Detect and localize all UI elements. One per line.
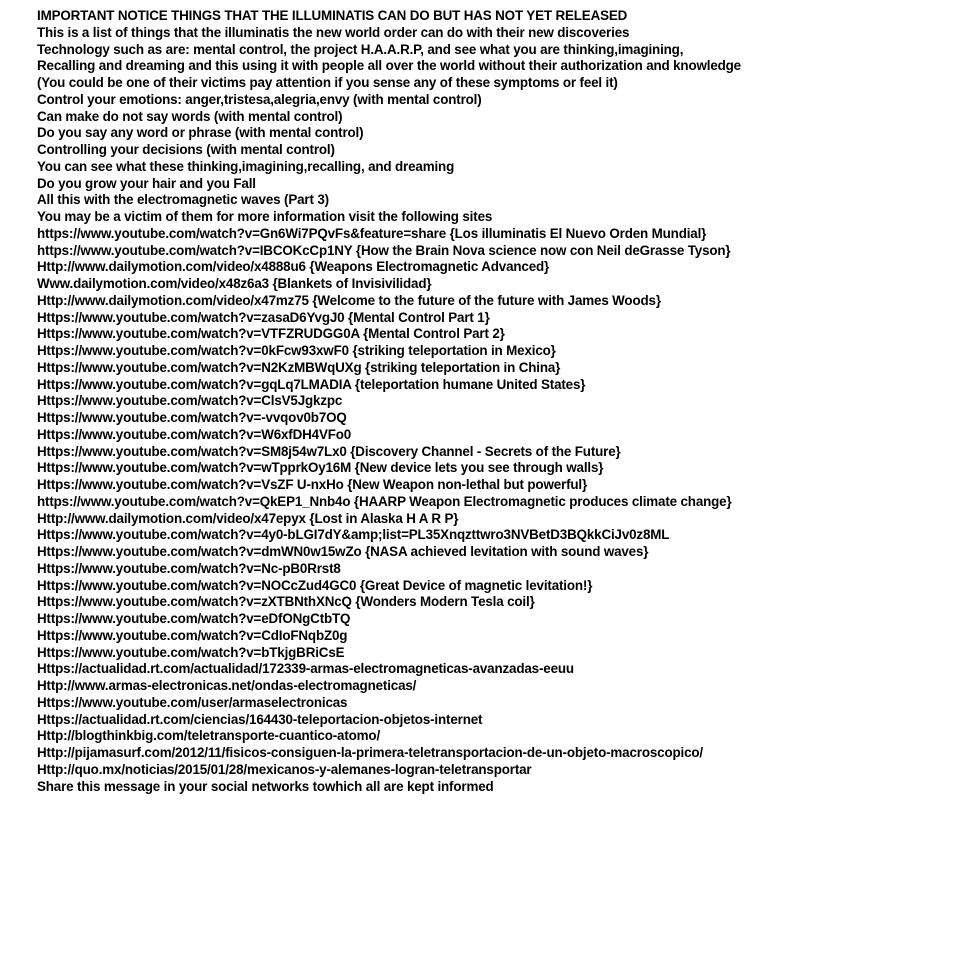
link-line: Https://www.youtube.com/watch?v=dmWN0w15wZo {NASA achieved levitation with sound waves} (37, 544, 649, 559)
text-line: Can make do not say words (with mental control) (37, 108, 343, 124)
link-line: Http://blogthinkbig.com/teletransporte-cuantico-atomo/ (37, 728, 381, 744)
text-line: You may be a victim of them for more information visit the following sites (37, 209, 493, 224)
link-line: Https://actualidad.rt.com/actualidad/172339-armas-electromagneticas-avanzadas-eeuu (37, 661, 574, 677)
link-line: Http://pijamasurf.com/2012/11/fisicos-consiguen-la-primera-teletransportacion-de-un-objeto-macroscopico/ (37, 745, 703, 760)
link-line: Http://www.armas-electronicas.net/ondas-electromagneticas/ (37, 678, 417, 693)
link-line: Https://www.youtube.com/watch?v=VsZF U-nxHo {New Weapon non-lethal but powerful} (37, 477, 588, 492)
link-line: Www.dailymotion.com/video/x48z6a3 {Blankets of Invisivilidad} (37, 276, 432, 291)
link-line: Http://www.dailymotion.com/video/x47mz75 {Welcome to the future of the future with James Woods} (37, 292, 661, 308)
link-line: Https://www.youtube.com/watch?v=bTkjgBRiCsE (37, 644, 345, 660)
text-line: Controlling your decisions (with mental control) (37, 142, 335, 157)
link-line: Https://www.youtube.com/watch?v=W6xfDH4VFo0 (37, 426, 352, 442)
link-line: Http://www.dailymotion.com/video/x4888u6 {Weapons Electromagnetic Advanced} (37, 259, 550, 275)
link-line: Http://quo.mx/noticias/2015/01/28/mexicanos-y-alemanes-logran-teletransportar (37, 761, 532, 777)
text-line: Technology such as are: mental control, the project H.A.A.R.P, and see what you are thinking,imagining, (37, 41, 684, 57)
text-line: (You could be one of their victims pay attention if you sense any of these symptoms or feel it) (37, 75, 618, 90)
text-line: Do you grow your hair and you Fall (37, 175, 256, 191)
link-line: Https://www.youtube.com/watch?v=eDfONgCtbTQ (37, 611, 351, 626)
link-line: Https://www.youtube.com/watch?v=wTpprkOy16M {New device lets you see through walls} (37, 460, 604, 476)
closing-line: Share this message in your social networks towhich all are kept informed (37, 778, 494, 794)
link-line: Https://www.youtube.com/watch?v=gqLq7LMADIA {teleportation humane United States} (37, 376, 586, 392)
text-line: Control your emotions: anger,tristesa,alegria,envy (with mental control) (37, 91, 482, 107)
notice-document (37, 8, 947, 795)
notice-title: IMPORTANT NOTICE THINGS THAT THE ILLUMINATIS CAN DO BUT HAS NOT YET RELEASED (37, 8, 628, 23)
link-line: Https://actualidad.rt.com/ciencias/164430-teleportacion-objetos-internet (37, 711, 483, 727)
link-line: Https://www.youtube.com/watch?v=VTFZRUDGG0A {Mental Control Part 2} (37, 326, 505, 342)
link-line: Http://www.dailymotion.com/video/x47epyx {Lost in Alaska H A R P} (37, 510, 459, 526)
link-line: Https://www.youtube.com/watch?v=zasaD6YvgJ0 {Mental Control Part 1} (37, 309, 490, 325)
text-line: This is a list of things that the illuminatis the new world order can do with their new discoveries (37, 24, 630, 40)
link-line: Https://www.youtube.com/watch?v=N2KzMBWqUXg {striking teleportation in China} (37, 359, 561, 375)
text-line: You can see what these thinking,imagining,recalling, and dreaming (37, 158, 455, 174)
text-line: Do you say any word or phrase (with mental control) (37, 125, 364, 141)
text-line: All this with the electromagnetic waves (Part 3) (37, 192, 329, 208)
link-line: Https://www.youtube.com/watch?v=NOCcZud4GC0 {Great Device of magnetic levitation!} (37, 577, 593, 593)
link-line: Https://www.youtube.com/watch?v=4y0-bLGI7dY&amp;list=PL35Xnqzttwro3NVBetD3BQkkCiJv0z8ML (37, 527, 670, 543)
link-line: Https://www.youtube.com/watch?v=Nc-pB0Rrst8 (37, 560, 341, 576)
link-line: Https://www.youtube.com/watch?v=CdIoFNqbZ0g (37, 627, 348, 643)
link-line: https://www.youtube.com/watch?v=IBCOKcCp1NY {How the Brain Nova science now con Neil deGrasse Tyson} (37, 242, 731, 258)
link-line: Https://www.youtube.com/watch?v=ClsV5Jgkzpc (37, 393, 343, 409)
link-line: https://www.youtube.com/watch?v=QkEP1_Nnb4o {HAARP Weapon Electromagnetic produces climate change} (37, 493, 732, 509)
link-line: Https://www.youtube.com/user/armaselectronicas (37, 694, 348, 710)
link-line: Https://www.youtube.com/watch?v=-vvqov0b7OQ (37, 410, 347, 425)
link-line: https://www.youtube.com/watch?v=Gn6Wi7PQvFs&feature=share {Los illuminatis El Nuevo Orden Mundial} (37, 225, 707, 241)
link-line: Https://www.youtube.com/watch?v=SM8j54w7Lx0 {Discovery Channel - Secrets of the Future} (37, 443, 621, 459)
link-line: Https://www.youtube.com/watch?v=zXTBNthXNcQ {Wonders Modern Tesla coil} (37, 594, 535, 610)
text-line: Recalling and dreaming and this using it with people all over the world without their authorization and knowledge (37, 58, 741, 74)
link-line: Https://www.youtube.com/watch?v=0kFcw93xwF0 {striking teleportation in Mexico} (37, 343, 556, 358)
